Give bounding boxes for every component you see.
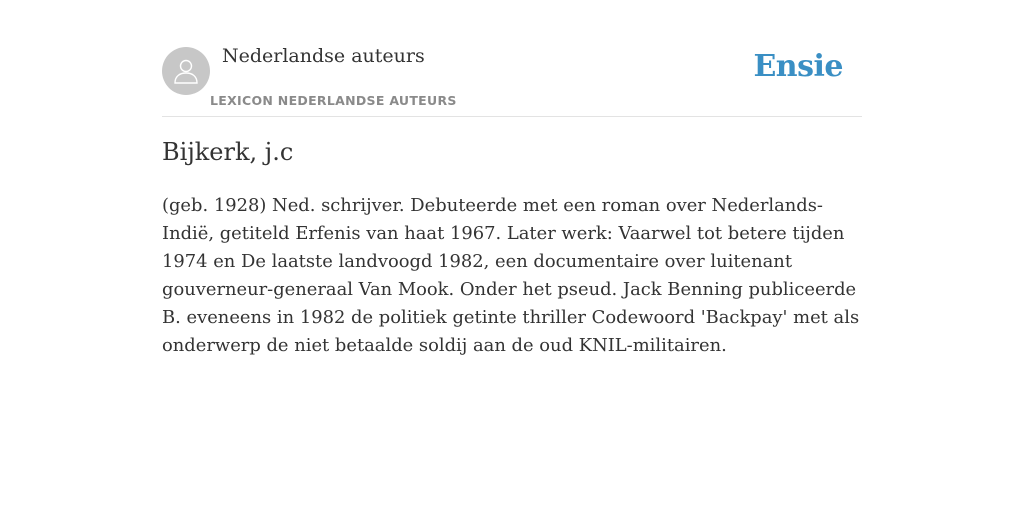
- category-avatar[interactable]: [162, 47, 210, 95]
- category-title[interactable]: Nederlandse auteurs: [222, 45, 425, 67]
- user-icon: [171, 56, 201, 86]
- entry-title: Bijkerk, j.c: [162, 138, 294, 166]
- site-header: [162, 0, 862, 117]
- brand-logo-link[interactable]: Ensie: [753, 49, 843, 84]
- entry-body: (geb. 1928) Ned. schrijver. Debuteerde met een roman over Nederlands-Indië, getiteld Erfenis van haat 1967. Later werk: Vaarwel tot betere tijden 1974 en De laatste landvoogd 1982, een documentaire over luitenant gouverneur-generaal Van Mook. Onder het pseud. Jack Benning publiceerde B. eveneens in 1982 de politiek getinte thriller Codewoord 'Backpay' met als onderwerp de niet betaalde soldij aan de oud KNIL-militairen.: [162, 195, 860, 356]
- category-subtitle[interactable]: LEXICON NEDERLANDSE AUTEURS: [210, 93, 457, 108]
